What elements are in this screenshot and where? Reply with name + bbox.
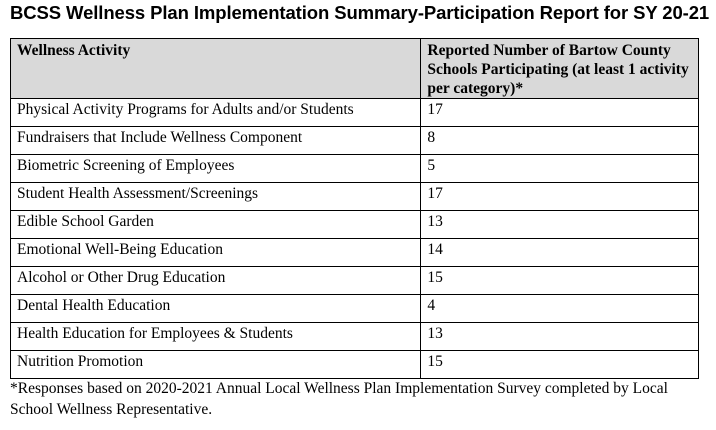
- count-cell: 8: [421, 127, 699, 155]
- header-wellness-activity: Wellness Activity: [11, 39, 421, 99]
- page-title: BCSS Wellness Plan Implementation Summary-Participation Report for SY 20-21: [10, 2, 710, 23]
- activity-cell: Physical Activity Programs for Adults and/or Students: [11, 99, 421, 127]
- activity-cell: Fundraisers that Include Wellness Component: [11, 127, 421, 155]
- table-row: [11, 239, 699, 267]
- count-cell: 13: [421, 211, 699, 239]
- count-cell: 14: [421, 239, 699, 267]
- activity-cell: Nutrition Promotion: [11, 351, 421, 379]
- table-header-row: [11, 39, 699, 99]
- table-row: [11, 267, 699, 295]
- activity-cell: Student Health Assessment/Screenings: [11, 183, 421, 211]
- header-schools-participating: Reported Number of Bartow County Schools Participating (at least 1 activity per category)*: [421, 39, 699, 99]
- activity-cell: Edible School Garden: [11, 211, 421, 239]
- table-row: [11, 127, 699, 155]
- count-cell: 15: [421, 351, 699, 379]
- count-cell: 5: [421, 155, 699, 183]
- table-row: [11, 295, 699, 323]
- participation-table: [10, 38, 699, 379]
- table-row: [11, 99, 699, 127]
- table-row: [11, 155, 699, 183]
- count-cell: 17: [421, 99, 699, 127]
- footnote: *Responses based on 2020-2021 Annual Local Wellness Plan Implementation Survey completed by Local School Wellness Representative.: [10, 380, 668, 418]
- activity-cell: Biometric Screening of Employees: [11, 155, 421, 183]
- count-cell: 17: [421, 183, 699, 211]
- activity-cell: Health Education for Employees & Students: [11, 323, 421, 351]
- count-cell: 4: [421, 295, 699, 323]
- activity-cell: Emotional Well-Being Education: [11, 239, 421, 267]
- activity-cell: Dental Health Education: [11, 295, 421, 323]
- count-cell: 13: [421, 323, 699, 351]
- table-row: [11, 351, 699, 379]
- table-row: [11, 183, 699, 211]
- table-row: [11, 211, 699, 239]
- activity-cell: Alcohol or Other Drug Education: [11, 267, 421, 295]
- table-row: [11, 323, 699, 351]
- count-cell: 15: [421, 267, 699, 295]
